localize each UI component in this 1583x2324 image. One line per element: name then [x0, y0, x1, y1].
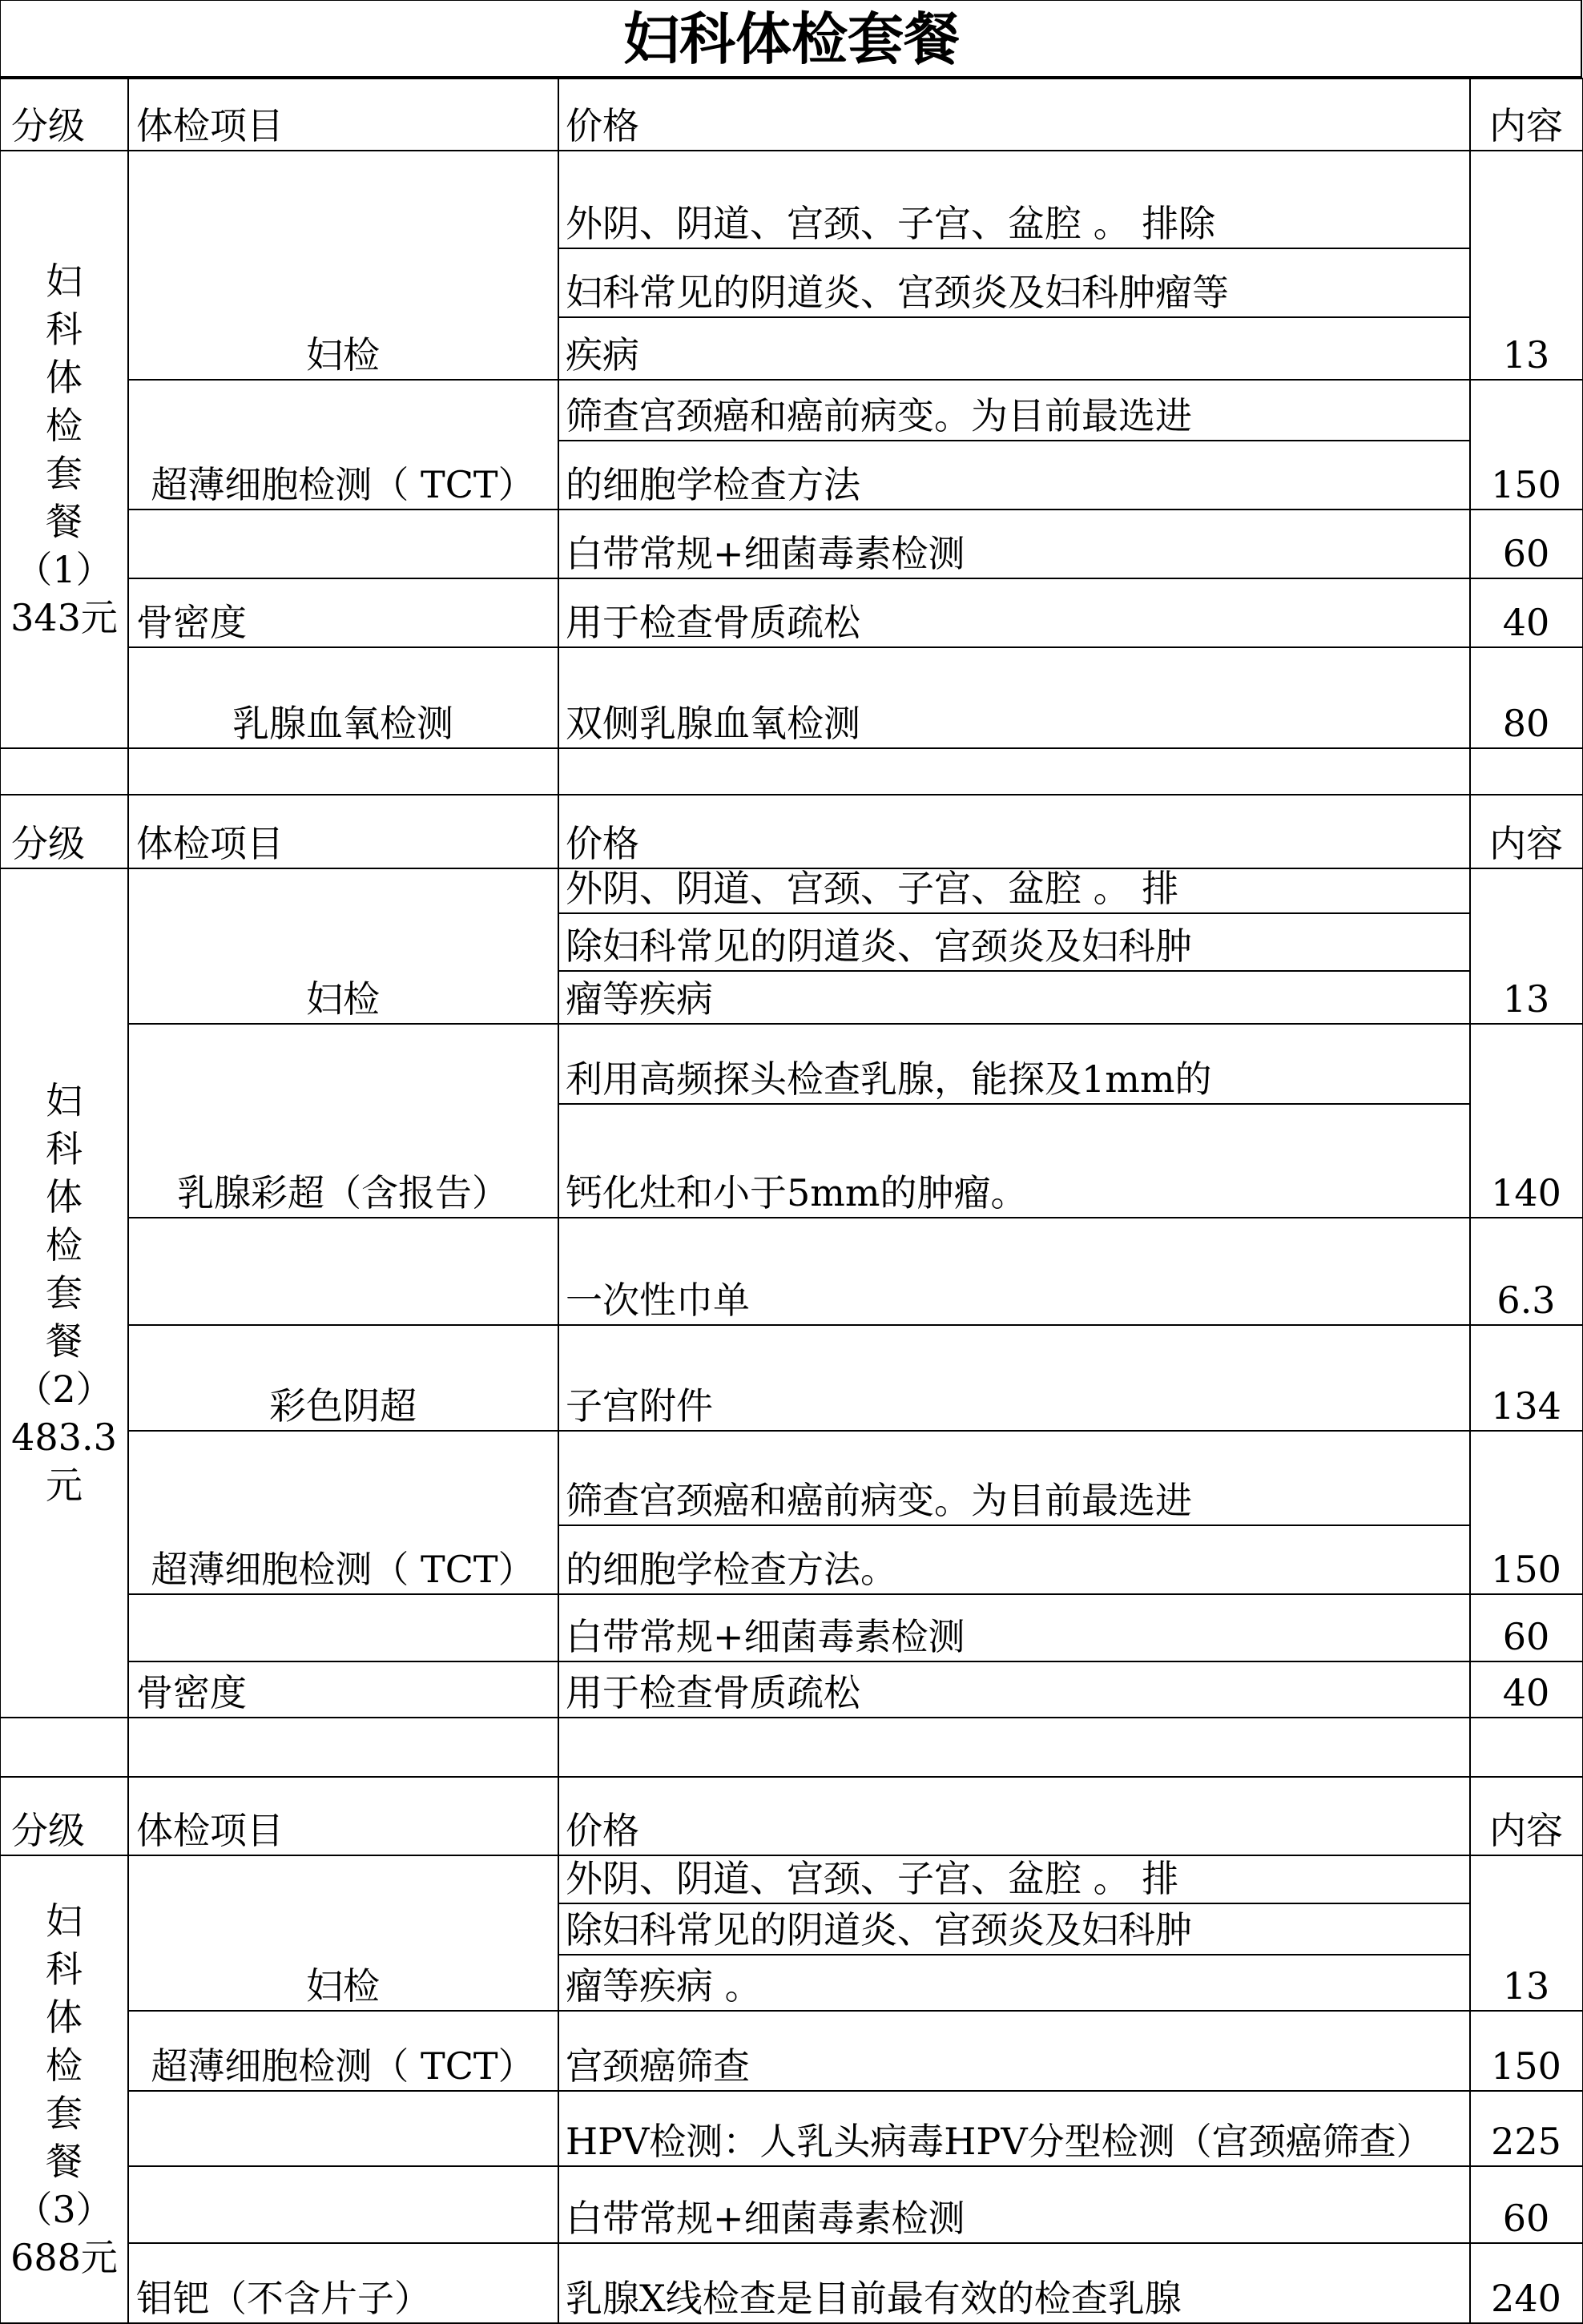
item-cell: [127, 1217, 559, 1326]
price-value: 13: [1502, 1964, 1550, 2008]
header-cell: [558, 1776, 1471, 1856]
desc-line: 外阴、阴道、宫颈、子宫、盆腔 。 排: [566, 1857, 1179, 1900]
desc-line: 瘤等疾病 。: [566, 1964, 762, 2008]
desc-line: HPV检测：人乳头病毒HPV分型检测（宫颈癌筛查）: [566, 2120, 1433, 2163]
item-name: 骨密度: [136, 1671, 247, 1714]
header-content: 内容: [1489, 1809, 1563, 1852]
header-price: 价格: [566, 822, 639, 865]
item-name: 超薄细胞检测（ TCT）: [151, 2044, 535, 2088]
package-label: 妇 科 体 检 套 餐 （2） 483.3 元: [11, 1079, 117, 1507]
item-name: 妇检: [306, 333, 380, 377]
desc-line: 双侧乳腺血氧检测: [566, 702, 860, 745]
header-cell: [558, 794, 1471, 869]
price-value: 134: [1491, 1384, 1561, 1428]
desc-line: 乳腺X线检查是目前最有效的检查乳腺: [566, 2277, 1182, 2320]
blank-cell: [127, 747, 559, 795]
header-level: 分级: [11, 822, 85, 865]
desc-line-divider: [558, 970, 1470, 972]
desc-line: 妇科常见的阴道炎、宫颈炎及妇科肿瘤等: [566, 271, 1229, 314]
desc-line-divider: [558, 1954, 1470, 1955]
header-item: 体检项目: [136, 104, 284, 147]
blank-cell: [558, 747, 1471, 795]
desc-line: 白带常规+细菌毒素检测: [566, 2197, 965, 2240]
price-value: 140: [1491, 1171, 1561, 1214]
package-label: 妇 科 体 检 套 餐 （1） 343元: [10, 260, 118, 639]
header-content: 内容: [1489, 822, 1563, 865]
header-cell: [558, 78, 1471, 151]
desc-line: 筛查宫颈癌和癌前病变。为目前最选进: [566, 1479, 1192, 1522]
desc-line-divider: [558, 1103, 1470, 1105]
package-label: 妇 科 体 检 套 餐 （3） 688元: [10, 1899, 118, 2279]
desc-line: 子宫附件: [566, 1384, 713, 1428]
header-item: 体检项目: [136, 822, 284, 865]
header-price: 价格: [566, 104, 639, 147]
item-name: 骨密度: [136, 601, 247, 644]
price-value: 150: [1491, 463, 1561, 506]
desc-line: 外阴、阴道、宫颈、子宫、盆腔 。 排: [566, 867, 1179, 910]
desc-line: 的细胞学检查方法。: [566, 1548, 897, 1591]
desc-line: 外阴、阴道、宫颈、子宫、盆腔 。 排除: [566, 202, 1216, 245]
desc-line: 疾病: [566, 333, 639, 377]
header-level: 分级: [11, 1809, 85, 1852]
desc-cell: [558, 150, 1471, 381]
desc-line-divider: [558, 1903, 1470, 1904]
desc-line: 用于检查骨质疏松: [566, 1671, 860, 1714]
desc-line: 瘤等疾病: [566, 977, 713, 1021]
desc-line: 利用高频探头检查乳腺，能探及1mm的: [566, 1057, 1212, 1101]
item-name: 乳腺血氧检测: [232, 702, 453, 745]
blank-cell: [558, 1717, 1471, 1778]
item-cell: [127, 1593, 559, 1662]
item-name: 妇检: [306, 977, 380, 1021]
blank-cell: [127, 1717, 559, 1778]
header-price: 价格: [566, 1809, 639, 1852]
price-value: 40: [1502, 1671, 1550, 1714]
desc-line: 筛查宫颈癌和癌前病变。为目前最选进: [566, 394, 1192, 437]
desc-line: 白带常规+细菌毒素检测: [566, 532, 965, 575]
desc-line: 白带常规+细菌毒素检测: [566, 1615, 965, 1658]
desc-line-divider: [558, 316, 1470, 318]
blank-cell: [1469, 747, 1583, 795]
desc-line: 宫颈癌筛查: [566, 2044, 750, 2088]
blank-cell: [1469, 1717, 1583, 1778]
item-name: 乳腺彩超（含报告）: [177, 1171, 509, 1214]
desc-line-divider: [558, 1524, 1470, 1526]
header-content: 内容: [1489, 104, 1563, 147]
header-level: 分级: [11, 104, 85, 147]
header-item: 体检项目: [136, 1809, 284, 1852]
desc-line-divider: [558, 440, 1470, 441]
desc-line: 除妇科常见的阴道炎、宫颈炎及妇科肿: [566, 924, 1192, 968]
blank-cell: [0, 747, 129, 795]
price-value: 240: [1491, 2277, 1561, 2320]
item-name: 超薄细胞检测（ TCT）: [151, 1548, 535, 1591]
blank-cell: [0, 1717, 129, 1778]
item-name: 彩色阴超: [269, 1384, 417, 1428]
price-value: 13: [1502, 977, 1550, 1021]
item-name: 钼钯（不含片子）: [136, 2277, 431, 2320]
price-value: 60: [1502, 2197, 1550, 2240]
desc-line: 用于检查骨质疏松: [566, 601, 860, 644]
item-cell: [127, 2090, 559, 2167]
price-value: 40: [1502, 601, 1550, 644]
price-value: 60: [1502, 532, 1550, 575]
item-cell: [127, 509, 559, 579]
desc-line-divider: [558, 912, 1470, 914]
desc-line: 除妇科常见的阴道炎、宫颈炎及妇科肿: [566, 1908, 1192, 1951]
desc-line-divider: [558, 248, 1470, 249]
price-value: 60: [1502, 1615, 1550, 1658]
price-value: 150: [1491, 2044, 1561, 2088]
price-value: 225: [1491, 2120, 1561, 2163]
desc-line: 钙化灶和小于5mm的肿瘤。: [566, 1171, 1028, 1214]
desc-line: 一次性巾单: [566, 1279, 750, 1322]
page-title: 妇科体检套餐: [623, 6, 960, 72]
price-value: 13: [1502, 333, 1550, 377]
price-value: 80: [1502, 702, 1550, 745]
item-name: 超薄细胞检测（ TCT）: [151, 463, 535, 506]
price-value: 150: [1491, 1548, 1561, 1591]
item-cell: [127, 2165, 559, 2244]
item-name: 妇检: [306, 1964, 380, 2008]
desc-line: 的细胞学检查方法: [566, 463, 860, 506]
price-value: 6.3: [1496, 1279, 1556, 1322]
